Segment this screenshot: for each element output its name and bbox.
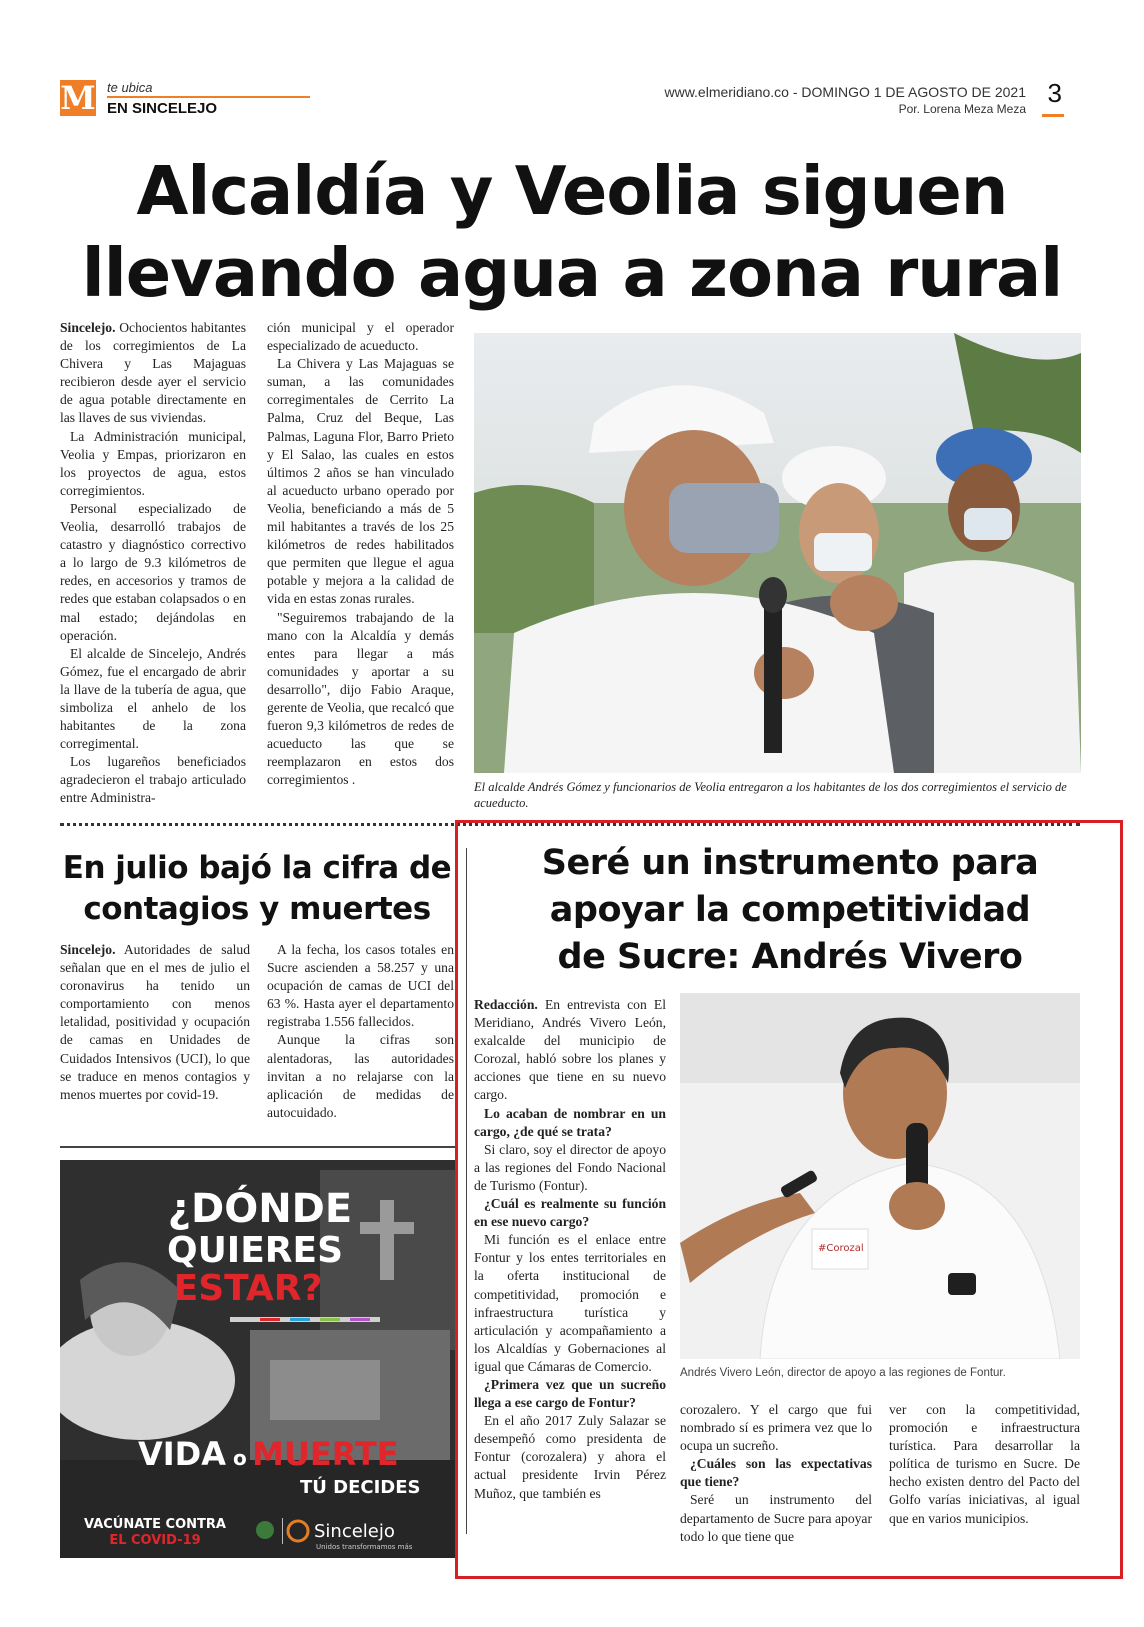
ad-headline-line3: ESTAR? <box>173 1268 323 1309</box>
dateline: Sincelejo. <box>60 320 116 335</box>
story3-column-1 <box>474 996 666 1503</box>
ad-illustration <box>60 1160 456 1558</box>
ad-cta-line2: EL COVID-19 <box>109 1533 201 1548</box>
ad-cta-line1: VACÚNATE CONTRA <box>84 1517 226 1532</box>
ad-vida: VIDA <box>138 1435 226 1473</box>
photo-caption: El alcalde Andrés Gómez y funcionarios de Veolia entregaron a los habitantes de los dos corregimientos el servicio de acueducto. <box>474 780 1067 810</box>
dateline: Sincelejo. <box>60 942 116 957</box>
story2-column-1 <box>60 941 250 1104</box>
paragraph <box>474 996 666 1105</box>
story3-column-2 <box>680 1401 872 1546</box>
story2-headline-line2: contagios y muertes <box>83 891 431 927</box>
photo-caption: Andrés Vivero León, director de apoyo a las regiones de Fontur. <box>680 1367 1006 1379</box>
shirt-logo-text: #Corozal <box>818 1243 864 1254</box>
newspaper-logo: M <box>60 79 96 117</box>
ad-top-rule <box>60 1146 456 1148</box>
paragraph: Aunque la cifras son alentadoras, las autoridades invitan a no relajarse con la aplicación de medidas de autocuidado. <box>267 1032 454 1120</box>
paragraph-text: Ochocientos habitantes de los corregimientos de La Chivera y Las Majaguas recibieron desde ayer el servicio de agua potable directamente en las llaves de sus viviendas. <box>60 320 246 426</box>
paragraph: ver con la competitividad, promoción e infraestructura turística. Para desarrollar la política de turismo en Sucre. De hecho existen dentro del Pacto del Golfo varías iniciativas, al igual que en varios municipios. <box>889 1402 1080 1526</box>
header-meta <box>664 84 1026 116</box>
ad-brand-tagline: Unidos transformamos más <box>316 1543 413 1551</box>
story2-headline-line1: En julio bajó la cifra de <box>62 850 452 886</box>
paragraph: Los lugareños beneficiados agradecieron el trabajo articulado entre Administra- <box>60 754 246 806</box>
paragraph: ción municipal y el operador especializado de acueducto. <box>267 320 454 354</box>
story3-headline <box>470 840 1110 981</box>
site-and-date: www.elmeridiano.co - DOMINGO 1 DE AGOSTO DE 2021 <box>664 84 1026 100</box>
vaccination-ad <box>60 1160 456 1558</box>
paragraph: La Administración municipal, Veolia y Empas, priorizaron en los proyectos de agua, estos corregimientos. <box>60 428 246 498</box>
story1-column-2 <box>267 319 454 789</box>
section-kicker: te ubica <box>107 80 153 95</box>
coat-of-arms-icon <box>256 1521 274 1539</box>
interview-question: ¿Cuál es realmente su función en ese nuevo cargo? <box>474 1196 666 1230</box>
ad-brand: Sincelejo <box>314 1521 395 1542</box>
paragraph-text: En entrevista con El Meridiano, Andrés Vivero León, exalcalde del municipio de Corozal, habló sobre los planes y acciones que tiene en su nuevo cargo. <box>474 997 666 1103</box>
paragraph: "Seguiremos trabajando de la mano con la Alcaldía y demás entes para llegar a más comunidades y aportar a su desarrollo", dijo Fabio Araque, gerente de Veolia, que recalcó que fueron 9,3 kilómetros de redes de acueducto las que se reemplazaron en estos dos corregimientos . <box>267 609 454 788</box>
paragraph <box>60 941 250 1104</box>
interview-question: ¿Primera vez que un sucreño llega a ese cargo de Fontur? <box>474 1376 666 1411</box>
photo-illustration <box>680 993 1080 1359</box>
main-headline-line1: Alcaldía y Veolia siguen <box>136 152 1008 230</box>
byline: Por. Lorena Meza Meza <box>898 102 1026 116</box>
story3-column-3 <box>889 1401 1080 1528</box>
ad-tu-decides: TÚ DECIDES <box>300 1477 421 1498</box>
paragraph: Personal especializado de Veolia, desarrolló trabajos de catastro y diagnóstico correctivo a lo largo de 9.3 kilómetros de redes, en accesorios y tramos de redes que estaban colapsados o en mal estado; dejándolas en operación. <box>60 500 246 643</box>
dateline: Redacción. <box>474 997 538 1012</box>
ad-muerte: MUERTE <box>252 1435 399 1473</box>
main-headline-line2: llevando agua a zona rural <box>81 234 1063 312</box>
interview-answer: Mi función es el enlace entre Fontur y los entes territoriales en la oferta institucional de competitividad, promoción e infraestructura turística y articulación y acompañamiento a los Alcaldías y Gobernaciones al igual que Cámaras de Comercio. <box>474 1232 666 1374</box>
section-title: EN SINCELEJO <box>107 100 218 117</box>
story3-headline-line2: apoyar la competitividad <box>549 890 1031 930</box>
ad-headline-line1: ¿DÓNDE <box>167 1186 353 1232</box>
paragraph: corozalero. Y el cargo que fui nombrado sí es primera vez que lo ocupa un sucreño. <box>680 1402 872 1454</box>
story3-headline-line1: Seré un instrumento para <box>541 843 1039 883</box>
interview-question: ¿Cuáles son las expectativas que tiene? <box>680 1456 872 1490</box>
photo-illustration <box>474 333 1081 773</box>
page-number: 3 <box>1047 78 1062 108</box>
paragraph <box>60 319 246 428</box>
section-rule <box>107 96 310 98</box>
ad-headline-line2: QUIERES <box>166 1230 344 1271</box>
main-headline <box>50 150 1094 314</box>
story1-column-1 <box>60 319 246 808</box>
paragraph-text: Autoridades de salud señalan que en el mes de julio el coronavirus ha tenido un comportamiento con menos letalidad, positividad y ocupación de camas en Unidades de Cuidados Intensivos (UCI), lo que se traduce en menos contagios y menos muertes por covid-19. <box>60 942 250 1102</box>
interview-question: Lo acaban de nombrar en un cargo, ¿de qué se trata? <box>474 1105 666 1139</box>
story3-headline-line3: de Sucre: Andrés Vivero <box>557 937 1023 977</box>
paragraph: A la fecha, los casos totales en Sucre ascienden a 58.257 y una ocupación de camas de UCI del 63 %. Hasta ayer el departamento registraba 1.556 fallecidos. <box>267 942 454 1030</box>
page-number-rule <box>1042 114 1064 117</box>
interview-answer: En el año 2017 Zuly Salazar se desempeñó como presidenta de Fontur (corozalera) y ahora el actual presidente Irvin Pérez Muñoz, que también es <box>474 1413 666 1501</box>
paragraph: La Chivera y Las Majaguas se suman, a las comunidades corregimentales de Cerrito La Palma, Cruz del Beque, Las Palmas, Laguna Flor, Barro Prieto y El Salao, las cuales en estos últimos 2 años se han vinculado al acueducto urbano operado por Veolia, beneficiando a más de 5 mil habitantes a través de los 25 kilómetros de redes habilitados que permiten que llegue el agua potable y mejora a la calidad de vida en estas zonas rurales. <box>267 356 454 607</box>
ad-o: o <box>233 1446 247 1470</box>
interview-answer: Seré un instrumento del departamento de Sucre para apoyar todo lo que tiene que <box>680 1492 872 1544</box>
story2-headline <box>60 848 454 930</box>
story2-column-2 <box>267 941 454 1122</box>
interview-answer: Si claro, soy el director de apoyo a las regiones del Fondo Nacional de Turismo (Fontur). <box>474 1141 666 1193</box>
paragraph: El alcalde de Sincelejo, Andrés Gómez, fue el encargado de abrir la llave de la tubería de agua, que simboliza el anhelo de los habitantes de la zona corregimental. <box>60 645 246 752</box>
photo-officials-with-microphone <box>474 333 1081 773</box>
photo-andres-vivero <box>680 993 1080 1359</box>
